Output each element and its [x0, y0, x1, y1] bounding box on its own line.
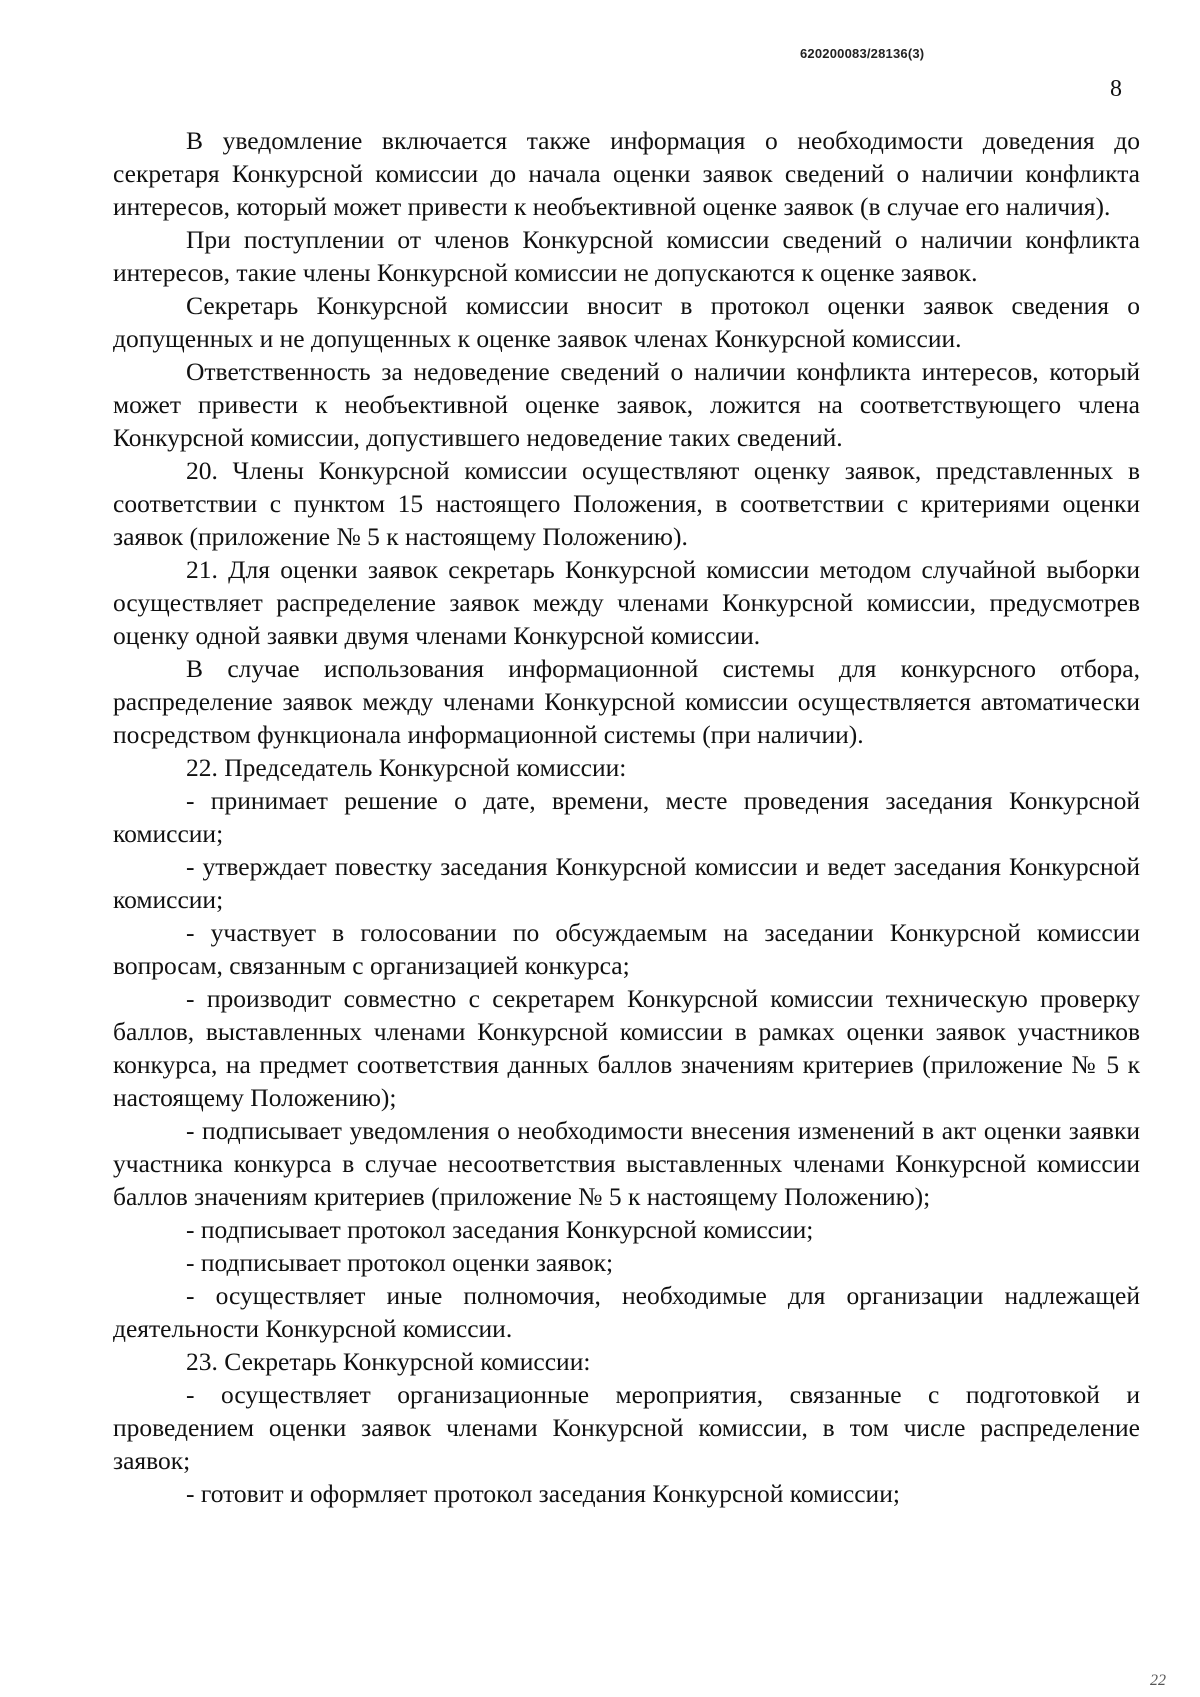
list-item: - подписывает протокол оценки заявок; — [186, 1248, 614, 1277]
list-item: - подписывает протокол заседания Конкурсной комиссии; — [186, 1215, 814, 1244]
list-item: - утверждает повестку заседания Конкурсной комиссии и ведет заседания Конкурсной комиссии; — [113, 852, 1140, 914]
list-item: - подписывает уведомления о необходимости внесения изменений в акт оценки заявки участника конкурса в случае несоответствия выставленных членами Конкурсной комиссии баллов значениям критериев (приложение № 5 к настоящему Положению); — [113, 1116, 1140, 1211]
list-item: - участвует в голосовании по обсуждаемым на заседании Конкурсной комиссии вопросам, связанным с организацией конкурса; — [113, 918, 1140, 980]
paragraph-secretary-protocol: Секретарь Конкурсной комиссии вносит в протокол оценки заявок сведения о допущенных и не допущенных к оценке заявок членах Конкурсной комиссии. — [113, 291, 1140, 353]
paragraph-conflict-received: При поступлении от членов Конкурсной комиссии сведений о наличии конфликта интересов, такие члены Конкурсной комиссии не допускаются к оценке заявок. — [113, 225, 1140, 287]
list-item: - осуществляет организационные мероприятия, связанные с подготовкой и проведением оценки заявок членами Конкурсной комиссии, в том числе распределение заявок; — [113, 1380, 1140, 1475]
clause-23-heading: 23. Секретарь Конкурсной комиссии: — [186, 1347, 591, 1376]
document-id: 620200083/28136(3) — [800, 46, 925, 61]
clause-20: 20. Члены Конкурсной комиссии осуществляют оценку заявок, представленных в соответствии с пунктом 15 настоящего Положения, в соответствии с критериями оценки заявок (приложение № 5 к настоящему Положению). — [113, 456, 1140, 551]
corner-handwritten-mark: 22 — [1150, 1672, 1166, 1689]
paragraph-information-system: В случае использования информационной системы для конкурсного отбора, распределение заявок между членами Конкурсной комиссии осуществляется автоматически посредством функционала информационной системы (при наличии). — [113, 654, 1140, 749]
clause-22-heading: 22. Председатель Конкурсной комиссии: — [186, 753, 627, 782]
document-body — [113, 124, 1140, 1510]
paragraph-responsibility: Ответственность за недоведение сведений о наличии конфликта интересов, который может привести к необъективной оценке заявок, ложится на соответствующего члена Конкурсной комиссии, допустившего недоведение таких сведений. — [113, 357, 1140, 452]
list-item: - принимает решение о дате, времени, месте проведения заседания Конкурсной комиссии; — [113, 786, 1140, 848]
list-item: - осуществляет иные полномочия, необходимые для организации надлежащей деятельности Конкурсной комиссии. — [113, 1281, 1140, 1343]
page-number: 8 — [1110, 76, 1122, 102]
clause-21: 21. Для оценки заявок секретарь Конкурсной комиссии методом случайной выборки осуществляет распределение заявок между членами Конкурсной комиссии, предусмотрев оценку одной заявки двумя членами Конкурсной комиссии. — [113, 555, 1140, 650]
paragraph-notification-info: В уведомление включается также информация о необходимости доведения до секретаря Конкурсной комиссии до начала оценки заявок сведений о наличии конфликта интересов, который может привести к необъективной оценке заявок (в случае его наличия). — [113, 126, 1140, 221]
list-item: - производит совместно с секретарем Конкурсной комиссии техническую проверку баллов, выставленных членами Конкурсной комиссии в рамках оценки заявок участников конкурса, на предмет соответствия данных баллов значениям критериев (приложение № 5 к настоящему Положению); — [113, 984, 1140, 1112]
list-item: - готовит и оформляет протокол заседания Конкурсной комиссии; — [186, 1479, 900, 1508]
